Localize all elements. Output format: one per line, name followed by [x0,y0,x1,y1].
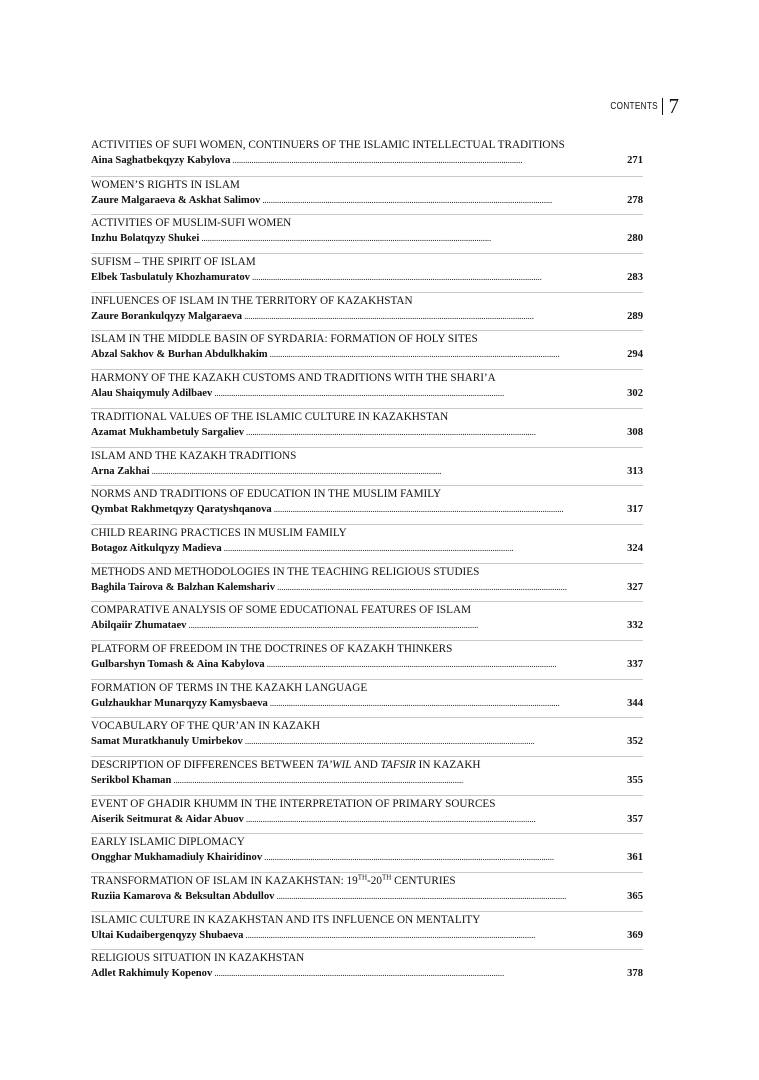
toc-entry[interactable] [91,524,643,563]
entry-title: ISLAM IN THE MIDDLE BASIN OF SYRDARIA: FORMATION OF HOLY SITES [91,333,478,346]
dot-leader [152,464,626,479]
toc-entry[interactable] [91,214,643,253]
entry-title-text: TRANSFORMATION OF ISLAM IN KAZAKHSTAN: 19 [91,875,358,888]
running-head [597,94,679,118]
entry-author: Abilqaiir Zhumataev [91,620,187,632]
page-number: 7 [668,93,679,118]
toc-entry[interactable] [91,563,643,602]
entry-author: Abzal Sakhov & Burhan Abdulkhakim [91,349,268,361]
dot-leader [246,812,625,827]
entry-title-italic: TA’WIL [316,759,352,771]
dot-leader [252,270,625,285]
entry-title-text: AND [351,759,381,771]
entry-title: ISLAM AND THE KAZAKH TRADITIONS [91,449,297,462]
entry-author: Inzhu Bolatqyzy Shukei [91,233,200,245]
entry-page-number: 355 [627,775,643,786]
entry-page-number: 278 [627,194,643,206]
entry-author: Baghila Tairova & Balzhan Kalemshariv [91,581,276,593]
entry-author: Ongghar Mukhamadiuly Khairidinov [91,852,263,864]
toc-entry[interactable] [91,330,643,369]
entry-author: Zaure Borankulqyzy Malgaraeva [91,310,243,322]
entry-author: Ultai Kudaibergenqyzy Shubaeva [91,929,244,941]
superscript: TH [357,873,368,882]
entry-title: METHODS AND METHODOLOGIES IN THE TEACHING RELIGIOUS STUDIES [91,565,480,578]
entry-author: Qymbat Rakhmetqyzy Qaratyshqanova [91,504,272,516]
entry-author: Gulzhaukhar Munarqyzy Kamysbaeva [91,697,268,709]
toc-entry[interactable] [91,833,643,872]
entry-page-number: 365 [627,891,643,903]
entry-page-number: 369 [627,929,643,941]
entry-title-text: -20 [367,875,382,888]
entry-author: Aina Saghatbekqyzy Kabylova [91,155,231,166]
entry-page-number: 280 [627,233,643,245]
toc-entry[interactable] [91,872,643,911]
entry-title: INFLUENCES OF ISLAM IN THE TERRITORY OF KAZAKHSTAN [91,294,413,307]
toc-entry[interactable] [91,601,643,640]
dot-leader [276,889,625,904]
entry-title: EVENT OF GHADIR KHUMM IN THE INTERPRETATION OF PRIMARY SOURCES [91,797,496,810]
dot-leader [264,850,625,865]
entry-title: CHILD REARING PRACTICES IN MUSLIM FAMILY [91,526,347,539]
entry-title: ACTIVITIES OF SUFI WOMEN, CONTINUERS OF THE ISLAMIC INTELLECTUAL TRADITIONS [91,139,565,151]
entry-author: Gulbarshyn Tomash & Aina Kabylova [91,658,265,670]
toc-entry[interactable] [91,292,643,331]
entry-page-number: 352 [627,736,643,748]
dot-leader [245,734,625,749]
dot-leader [244,309,625,324]
entry-author: Ruziia Kamarova & Beksultan Abdullov [91,891,275,903]
toc-entry[interactable] [91,176,643,215]
toc-entry[interactable] [91,640,643,679]
entry-page-number: 378 [627,968,643,980]
toc-entry[interactable] [91,717,643,756]
entry-author: Alau Shaiqymuly Adilbaev [91,388,213,400]
dot-leader [245,928,625,943]
entry-page-number: 271 [627,155,643,166]
dot-leader [173,773,625,788]
entry-title: ISLAMIC CULTURE IN KAZAKHSTAN AND ITS INFLUENCE ON MENTALITY [91,913,481,926]
dot-leader [224,541,625,556]
dot-leader [270,696,625,711]
running-head-section: CONTENTS [609,100,658,112]
entry-title: COMPARATIVE ANALYSIS OF SOME EDUCATIONAL FEATURES OF ISLAM [91,604,472,617]
entry-author: Arna Zakhai [91,465,150,477]
dot-leader [214,386,625,401]
entry-title: WOMEN’S RIGHTS IN ISLAM [91,178,240,191]
entry-page-number: 313 [627,465,643,477]
entry-title [91,874,643,889]
toc-entry[interactable] [91,408,643,447]
dot-leader [246,425,625,440]
entry-title: FORMATION OF TERMS IN THE KAZAKH LANGUAGE [91,681,368,694]
entry-title: TRADITIONAL VALUES OF THE ISLAMIC CULTURE IN KAZAKHSTAN [91,410,449,423]
entry-author: Zaure Malgaraeva & Askhat Salimov [91,194,261,206]
entry-title: NORMS AND TRADITIONS OF EDUCATION IN THE MUSLIM FAMILY [91,488,442,501]
toc-entry[interactable] [91,253,643,292]
dot-leader [277,580,625,595]
entry-title [91,758,643,773]
superscript: TH [381,873,392,882]
toc-entry[interactable] [91,369,643,408]
entry-author: Aiserik Seitmurat & Aidar Abuov [91,813,244,825]
entry-page-number: 337 [627,658,643,670]
dot-leader [188,618,625,633]
dot-leader [201,231,625,246]
entry-page-number: 294 [627,349,643,361]
entry-page-number: 357 [627,813,643,825]
toc-entry[interactable] [91,447,643,486]
dot-leader [270,347,625,362]
entry-title: HARMONY OF THE KAZAKH CUSTOMS AND TRADITIONS WITH THE SHARI’A [91,372,496,385]
entry-author: Botagoz Aitkulqyzy Madieva [91,542,222,554]
toc-entry[interactable] [91,485,643,524]
entry-title: PLATFORM OF FREEDOM IN THE DOCTRINES OF KAZAKH THINKERS [91,642,453,655]
entry-page-number: 332 [627,620,643,632]
entry-author: Elbek Tasbulatuly Khozhamuratov [91,272,250,284]
entry-title-text: DESCRIPTION OF DIFFERENCES BETWEEN [91,759,317,771]
dot-leader [262,193,625,208]
toc-entry[interactable] [91,911,643,950]
toc-entry[interactable] [91,679,643,718]
toc-entry[interactable] [91,949,643,988]
entry-title: ACTIVITIES OF MUSLIM-SUFI WOMEN [91,217,292,230]
toc-entry[interactable] [91,756,643,795]
toc-entry[interactable] [91,137,643,176]
entry-author: Adlet Rakhimuly Kopenov [91,968,213,980]
entry-title: EARLY ISLAMIC DIPLOMACY [91,836,245,849]
dot-leader [267,657,625,672]
entry-title-text: IN KAZAKH [415,759,481,771]
entry-author: Azamat Mukhambetuly Sargaliev [91,426,245,438]
entry-page-number: 289 [627,310,643,322]
entry-page-number: 302 [627,388,643,400]
entry-page-number: 317 [627,504,643,516]
entry-page-number: 283 [627,272,643,284]
entry-page-number: 327 [627,581,643,593]
dot-leader [274,502,625,517]
toc-entry[interactable] [91,795,643,834]
entry-title-text: CENTURIES [391,875,456,888]
entry-title: RELIGIOUS SITUATION IN KAZAKHSTAN [91,952,305,965]
entry-author: Serikbol Khaman [91,775,172,786]
entry-title-italic: TAFSIR [380,759,416,771]
table-of-contents [91,137,643,988]
dot-leader [233,153,626,168]
running-head-divider [662,98,663,115]
entry-author: Samat Muratkhanuly Umirbekov [91,736,243,748]
entry-page-number: 324 [627,542,643,554]
dot-leader [214,966,625,981]
entry-page-number: 361 [627,852,643,864]
entry-page-number: 344 [627,697,643,709]
entry-page-number: 308 [627,426,643,438]
entry-title: VOCABULARY OF THE QUR’AN IN KAZAKH [91,720,321,733]
entry-title: SUFISM – THE SPIRIT OF ISLAM [91,256,256,269]
